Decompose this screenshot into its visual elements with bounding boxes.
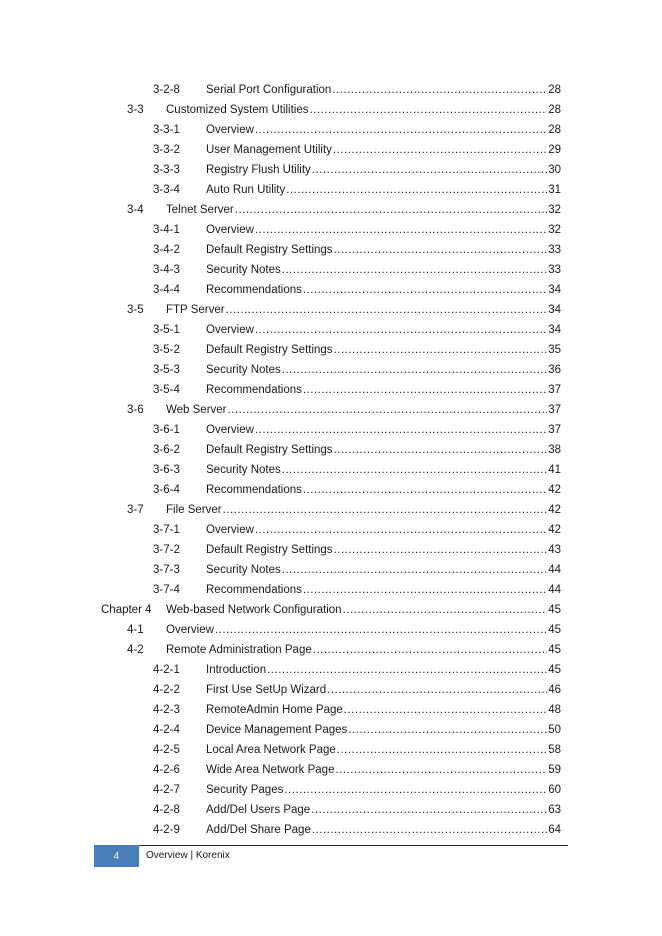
toc-entry-title[interactable]: Default Registry Settings bbox=[206, 244, 333, 256]
toc-entry-title[interactable]: Introduction bbox=[206, 664, 267, 676]
toc-entry-line bbox=[206, 420, 561, 440]
toc-entry-title[interactable]: Overview bbox=[206, 124, 254, 136]
toc-entry-title[interactable]: Registry Flush Utility bbox=[206, 164, 311, 176]
toc-entry[interactable] bbox=[0, 320, 662, 340]
toc-entry[interactable] bbox=[0, 300, 662, 320]
toc-entry-page: 59 bbox=[548, 764, 561, 776]
toc-entry-number: 3-6-1 bbox=[153, 424, 180, 436]
toc-entry-number: 3-3-3 bbox=[153, 164, 180, 176]
toc-leader-dots bbox=[335, 760, 547, 780]
toc-leader-dots bbox=[255, 220, 547, 240]
toc-entry-page: 41 bbox=[548, 464, 561, 476]
toc-entry-line bbox=[206, 520, 561, 540]
toc-entry[interactable] bbox=[0, 760, 662, 780]
toc-entry-title[interactable]: Add/Del Share Page bbox=[206, 824, 311, 836]
toc-entry-number: 3-5-2 bbox=[153, 344, 180, 356]
toc-entry-title[interactable]: Recommendations bbox=[206, 484, 302, 496]
toc-entry[interactable] bbox=[0, 680, 662, 700]
toc-entry-title[interactable]: Serial Port Configuration bbox=[206, 84, 332, 96]
toc-leader-dots bbox=[334, 540, 548, 560]
toc-entry-line bbox=[206, 540, 561, 560]
toc-entry-title[interactable]: Device Management Pages bbox=[206, 724, 348, 736]
toc-entry-title[interactable]: Security Pages bbox=[206, 784, 284, 796]
toc-entry-line bbox=[206, 660, 561, 680]
toc-entry-line bbox=[206, 260, 561, 280]
toc-entry-title[interactable]: Web Server bbox=[166, 404, 227, 416]
toc-entry-line bbox=[206, 280, 561, 300]
toc-entry-line bbox=[206, 80, 561, 100]
toc-entry[interactable] bbox=[0, 600, 662, 620]
toc-entry-line bbox=[206, 560, 561, 580]
toc-entry-number: 3-7-3 bbox=[153, 564, 180, 576]
toc-entry-number: 3-7-1 bbox=[153, 524, 180, 536]
toc-entry[interactable] bbox=[0, 220, 662, 240]
toc-entry-line bbox=[166, 300, 561, 320]
toc-leader-dots bbox=[215, 620, 547, 640]
toc-entry-page: 31 bbox=[548, 184, 561, 196]
toc-entry-title[interactable]: Security Notes bbox=[206, 364, 281, 376]
toc-leader-dots bbox=[255, 120, 547, 140]
toc-entry-page: 45 bbox=[548, 644, 561, 656]
toc-entry-title[interactable]: Remote Administration Page bbox=[166, 644, 312, 656]
toc-leader-dots bbox=[284, 780, 547, 800]
toc-entry[interactable] bbox=[0, 400, 662, 420]
toc-entry[interactable] bbox=[0, 460, 662, 480]
toc-entry[interactable] bbox=[0, 240, 662, 260]
toc-leader-dots bbox=[282, 360, 547, 380]
toc-leader-dots bbox=[348, 720, 547, 740]
toc-entry-number: 3-4 bbox=[127, 204, 144, 216]
toc-entry-number: 4-2 bbox=[127, 644, 144, 656]
footer-page-number-box bbox=[94, 845, 139, 867]
toc-entry-title[interactable]: Overview bbox=[206, 524, 254, 536]
toc-entry-page: 32 bbox=[548, 224, 561, 236]
toc-leader-dots bbox=[311, 800, 547, 820]
page-footer bbox=[94, 845, 568, 867]
toc-entry-number: 4-2-6 bbox=[153, 764, 180, 776]
toc-entry-title[interactable]: Wide Area Network Page bbox=[206, 764, 335, 776]
toc-entry[interactable] bbox=[0, 520, 662, 540]
toc-entry[interactable] bbox=[0, 380, 662, 400]
toc-entry-line bbox=[206, 780, 561, 800]
toc-leader-dots bbox=[337, 740, 547, 760]
toc-entry-line bbox=[166, 200, 561, 220]
toc-entry-line bbox=[206, 120, 561, 140]
toc-entry[interactable] bbox=[0, 440, 662, 460]
toc-entry-title[interactable]: Overview bbox=[206, 224, 254, 236]
toc-entry-line bbox=[206, 460, 561, 480]
toc-entry-line bbox=[206, 240, 561, 260]
toc-entry-page: 58 bbox=[548, 744, 561, 756]
toc-leader-dots bbox=[255, 520, 547, 540]
toc-entry-number: 3-5-3 bbox=[153, 364, 180, 376]
toc-leader-dots bbox=[255, 320, 547, 340]
toc-entry-number: 3-4-2 bbox=[153, 244, 180, 256]
toc-entry-title[interactable]: Recommendations bbox=[206, 284, 302, 296]
toc-entry-number: 4-2-4 bbox=[153, 724, 180, 736]
toc-entry-page: 63 bbox=[548, 804, 561, 816]
toc-entry-title[interactable]: Security Notes bbox=[206, 464, 281, 476]
toc-entry[interactable] bbox=[0, 620, 662, 640]
toc-entry-number: 3-2-8 bbox=[153, 84, 180, 96]
toc-entry-number: 4-2-3 bbox=[153, 704, 180, 716]
toc-entry-number: 3-4-4 bbox=[153, 284, 180, 296]
toc-entry-page: 45 bbox=[548, 604, 561, 616]
toc-leader-dots bbox=[286, 180, 547, 200]
toc-entry-number: 3-3-2 bbox=[153, 144, 180, 156]
toc-entry[interactable] bbox=[0, 340, 662, 360]
toc-entry[interactable] bbox=[0, 420, 662, 440]
toc-entry-line bbox=[206, 820, 561, 840]
toc-entry-title[interactable]: Overview bbox=[166, 624, 214, 636]
toc-entry-line bbox=[206, 580, 561, 600]
toc-entry-title[interactable]: Default Registry Settings bbox=[206, 544, 333, 556]
toc-entry-page: 34 bbox=[548, 324, 561, 336]
toc-entry-line bbox=[206, 380, 561, 400]
toc-entry-line bbox=[206, 800, 561, 820]
toc-leader-dots bbox=[310, 100, 548, 120]
toc-entry-title[interactable]: Telnet Server bbox=[166, 204, 234, 216]
toc-leader-dots bbox=[303, 280, 547, 300]
toc-entry-page: 64 bbox=[548, 824, 561, 836]
toc-entry[interactable] bbox=[0, 800, 662, 820]
toc-entry-page: 50 bbox=[548, 724, 561, 736]
toc-entry-number: 3-4-1 bbox=[153, 224, 180, 236]
toc-leader-dots bbox=[312, 160, 547, 180]
toc-entry[interactable] bbox=[0, 700, 662, 720]
toc-leader-dots bbox=[282, 560, 547, 580]
toc-entry-title[interactable]: Recommendations bbox=[206, 384, 302, 396]
toc-entry-number: 3-5 bbox=[127, 304, 144, 316]
toc-entry[interactable] bbox=[0, 540, 662, 560]
toc-entry-title[interactable]: Add/Del Users Page bbox=[206, 804, 311, 816]
toc-entry[interactable] bbox=[0, 580, 662, 600]
toc-entry-title[interactable]: Customized System Utilities bbox=[166, 104, 309, 116]
toc-entry-number: 3-5-1 bbox=[153, 324, 180, 336]
toc-leader-dots bbox=[332, 80, 547, 100]
toc-entry-title[interactable]: Overview bbox=[206, 324, 254, 336]
toc-entry-page: 42 bbox=[548, 524, 561, 536]
toc-entry-line bbox=[206, 440, 561, 460]
toc-entry-title[interactable]: RemoteAdmin Home Page bbox=[206, 704, 343, 716]
toc-entry-title[interactable]: Web-based Network Configuration bbox=[166, 604, 342, 616]
toc-entry-page: 33 bbox=[548, 244, 561, 256]
toc-entry-line bbox=[206, 360, 561, 380]
toc-entry-line bbox=[166, 400, 561, 420]
toc-entry-line bbox=[206, 340, 561, 360]
toc-entry[interactable] bbox=[0, 780, 662, 800]
toc-entry-page: 60 bbox=[548, 784, 561, 796]
toc-entry-line bbox=[206, 180, 561, 200]
toc-entry-page: 42 bbox=[548, 484, 561, 496]
footer-text: Overview | Korenix bbox=[146, 850, 230, 861]
toc-entry-number: 4-2-9 bbox=[153, 824, 180, 836]
toc-leader-dots bbox=[282, 260, 547, 280]
toc-entry-page: 34 bbox=[548, 304, 561, 316]
toc-entry-page: 28 bbox=[548, 124, 561, 136]
toc-entry-page: 48 bbox=[548, 704, 561, 716]
toc-entry-page: 37 bbox=[548, 384, 561, 396]
toc-entry-page: 35 bbox=[548, 344, 561, 356]
toc-entry-title[interactable]: User Management Utility bbox=[206, 144, 332, 156]
toc-entry-line bbox=[166, 500, 561, 520]
toc-entry-line bbox=[206, 680, 561, 700]
toc-entry-page: 45 bbox=[548, 624, 561, 636]
toc-entry-page: 30 bbox=[548, 164, 561, 176]
toc-leader-dots bbox=[327, 680, 547, 700]
toc-leader-dots bbox=[226, 300, 548, 320]
toc-leader-dots bbox=[228, 400, 548, 420]
toc-entry[interactable] bbox=[0, 820, 662, 840]
toc-entry-title[interactable]: Overview bbox=[206, 424, 254, 436]
toc-leader-dots bbox=[334, 340, 548, 360]
toc-entry-title[interactable]: FTP Server bbox=[166, 304, 225, 316]
toc-entry-number: 3-3 bbox=[127, 104, 144, 116]
toc-entry-number: 4-2-2 bbox=[153, 684, 180, 696]
toc-entry-line bbox=[206, 480, 561, 500]
toc-entry-page: 34 bbox=[548, 284, 561, 296]
toc-entry-title[interactable]: Default Registry Settings bbox=[206, 444, 333, 456]
toc-entry-title[interactable]: Recommendations bbox=[206, 584, 302, 596]
toc-entry-number: 3-3-1 bbox=[153, 124, 180, 136]
toc-entry-number: 3-6-4 bbox=[153, 484, 180, 496]
toc-entry-number: 4-1 bbox=[127, 624, 144, 636]
toc-entry-line bbox=[206, 220, 561, 240]
toc-entry-page: 32 bbox=[548, 204, 561, 216]
toc-entry-number: 3-5-4 bbox=[153, 384, 180, 396]
toc-leader-dots bbox=[223, 500, 548, 520]
toc-entry-line bbox=[166, 620, 561, 640]
toc-leader-dots bbox=[303, 480, 547, 500]
toc-leader-dots bbox=[282, 460, 547, 480]
toc-leader-dots bbox=[255, 420, 547, 440]
toc-leader-dots bbox=[343, 600, 548, 620]
toc-entry-number: 3-7-2 bbox=[153, 544, 180, 556]
toc-entry-title[interactable]: Security Notes bbox=[206, 564, 281, 576]
toc-entry-title[interactable]: Default Registry Settings bbox=[206, 344, 333, 356]
toc-entry-title[interactable]: Auto Run Utility bbox=[206, 184, 286, 196]
toc-entry-page: 33 bbox=[548, 264, 561, 276]
toc-leader-dots bbox=[344, 700, 547, 720]
toc-leader-dots bbox=[312, 820, 547, 840]
toc-entry-page: 44 bbox=[548, 564, 561, 576]
toc-entry-number: 3-6 bbox=[127, 404, 144, 416]
toc-entry-page: 37 bbox=[548, 404, 561, 416]
toc-entry[interactable] bbox=[0, 200, 662, 220]
toc-entry[interactable] bbox=[0, 80, 662, 100]
toc-leader-dots bbox=[267, 660, 547, 680]
toc-entry-page: 38 bbox=[548, 444, 561, 456]
footer-page-number: 4 bbox=[113, 850, 120, 862]
toc-entry[interactable] bbox=[0, 120, 662, 140]
toc-entry[interactable] bbox=[0, 100, 662, 120]
toc-entry-line bbox=[206, 760, 561, 780]
toc-entry-number: 4-2-5 bbox=[153, 744, 180, 756]
toc-entry-number: 3-4-3 bbox=[153, 264, 180, 276]
toc-entry[interactable] bbox=[0, 260, 662, 280]
table-of-contents bbox=[0, 80, 662, 840]
toc-leader-dots bbox=[313, 640, 547, 660]
toc-entry[interactable] bbox=[0, 660, 662, 680]
toc-entry-title[interactable]: File Server bbox=[166, 504, 222, 516]
toc-entry-title[interactable]: Security Notes bbox=[206, 264, 281, 276]
toc-entry-number: 4-2-1 bbox=[153, 664, 180, 676]
toc-leader-dots bbox=[303, 380, 547, 400]
toc-entry[interactable] bbox=[0, 720, 662, 740]
toc-entry-page: 45 bbox=[548, 664, 561, 676]
toc-entry-number: 3-6-2 bbox=[153, 444, 180, 456]
toc-entry-line bbox=[206, 700, 561, 720]
toc-entry-page: 29 bbox=[548, 144, 561, 156]
toc-entry-line bbox=[206, 720, 561, 740]
toc-entry[interactable] bbox=[0, 360, 662, 380]
toc-entry-page: 43 bbox=[548, 544, 561, 556]
toc-entry[interactable] bbox=[0, 140, 662, 160]
toc-entry[interactable] bbox=[0, 160, 662, 180]
toc-entry-line bbox=[206, 320, 561, 340]
toc-entry-number: 4-2-8 bbox=[153, 804, 180, 816]
toc-leader-dots bbox=[333, 140, 547, 160]
toc-entry-number: Chapter 4 bbox=[101, 604, 152, 616]
toc-entry[interactable] bbox=[0, 180, 662, 200]
toc-entry-line bbox=[166, 100, 561, 120]
toc-entry-number: 4-2-7 bbox=[153, 784, 180, 796]
toc-entry-page: 44 bbox=[548, 584, 561, 596]
toc-entry-line bbox=[206, 160, 561, 180]
toc-entry-page: 28 bbox=[548, 104, 561, 116]
toc-leader-dots bbox=[334, 240, 548, 260]
toc-leader-dots bbox=[334, 440, 548, 460]
toc-entry[interactable] bbox=[0, 280, 662, 300]
toc-entry-line bbox=[166, 600, 561, 620]
toc-entry[interactable] bbox=[0, 740, 662, 760]
toc-entry-line bbox=[206, 140, 561, 160]
toc-entry-line bbox=[166, 640, 561, 660]
toc-entry-number: 3-3-4 bbox=[153, 184, 180, 196]
toc-entry-page: 37 bbox=[548, 424, 561, 436]
toc-entry[interactable] bbox=[0, 480, 662, 500]
toc-leader-dots bbox=[235, 200, 547, 220]
toc-entry[interactable] bbox=[0, 640, 662, 660]
toc-entry-number: 3-7-4 bbox=[153, 584, 180, 596]
toc-entry[interactable] bbox=[0, 500, 662, 520]
toc-entry-page: 36 bbox=[548, 364, 561, 376]
toc-entry-title[interactable]: First Use SetUp Wizard bbox=[206, 684, 327, 696]
toc-entry-number: 3-7 bbox=[127, 504, 144, 516]
toc-entry-page: 28 bbox=[548, 84, 561, 96]
toc-entry-title[interactable]: Local Area Network Page bbox=[206, 744, 336, 756]
toc-entry-number: 3-6-3 bbox=[153, 464, 180, 476]
toc-entry-page: 46 bbox=[548, 684, 561, 696]
toc-entry[interactable] bbox=[0, 560, 662, 580]
toc-entry-page: 42 bbox=[548, 504, 561, 516]
toc-entry-line bbox=[206, 740, 561, 760]
toc-leader-dots bbox=[303, 580, 547, 600]
